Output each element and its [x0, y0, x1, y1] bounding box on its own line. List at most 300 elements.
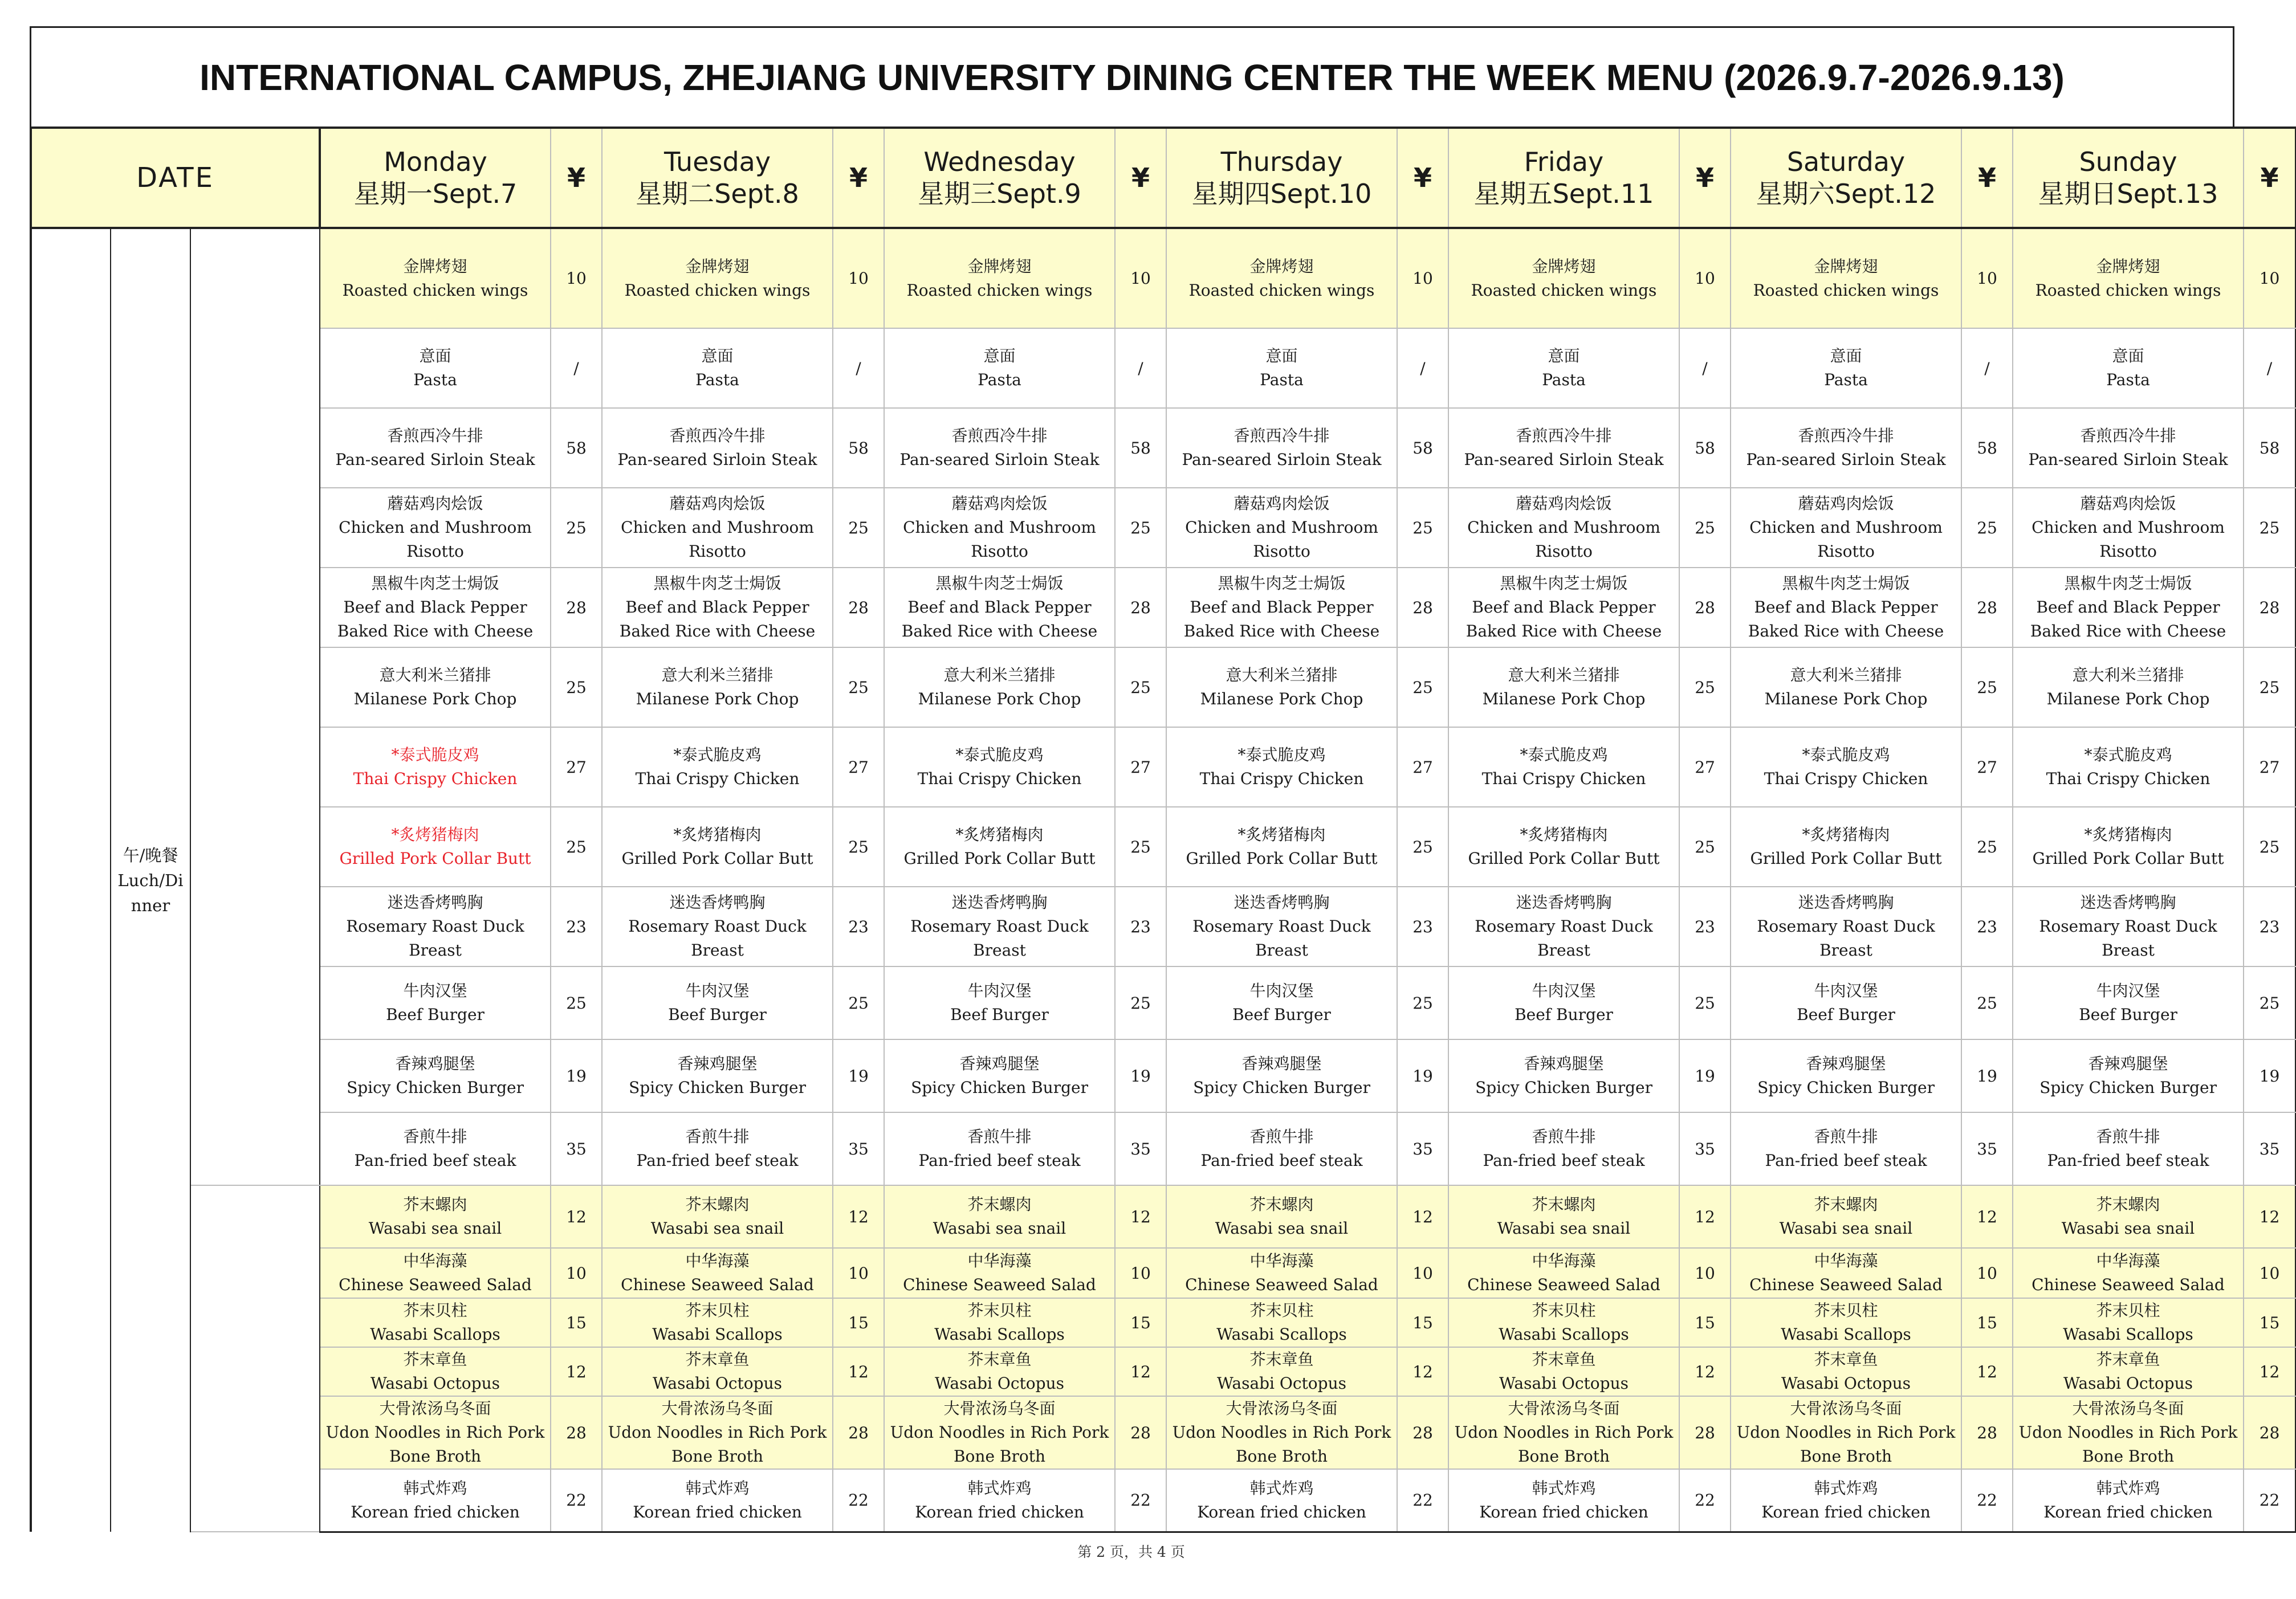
- dish-name-en: Wasabi sea snail: [1215, 1219, 1349, 1238]
- menu-row: [31, 328, 2295, 408]
- dish-price: 27: [1961, 727, 2013, 807]
- dish-name-en: Spicy Chicken Burger: [347, 1078, 524, 1097]
- dish-name-cn: 芥末贝柱: [1249, 1301, 1314, 1320]
- dish-name-cn: 芥末螺肉: [967, 1195, 1032, 1214]
- dish-price: 19: [1961, 1039, 2013, 1112]
- dish-name-en: Wasabi Octopus: [2063, 1374, 2193, 1393]
- dish-name-cn: 意大利米兰猪排: [1508, 666, 1620, 684]
- day-name: Saturday: [1786, 146, 1906, 177]
- dish-name-cn: 黑椒牛肉芝士焗饭: [2064, 574, 2192, 593]
- dish-cell: [2013, 488, 2244, 568]
- dish-cell: [602, 1112, 833, 1185]
- dish-cell: [884, 807, 1115, 887]
- dish-name-cn: *炙烤猪梅肉: [1802, 825, 1890, 844]
- dish-price: 22: [1397, 1469, 1448, 1532]
- dish-price: 12: [1115, 1185, 1166, 1248]
- dish-name-cn: 中华海藻: [1814, 1251, 1878, 1270]
- dish-name-cn: 蘑菇鸡肉烩饭: [951, 494, 1048, 513]
- menu-row: [31, 966, 2295, 1039]
- dish-price: 25: [1961, 807, 2013, 887]
- dish-price: 58: [1961, 408, 2013, 488]
- currency-header: ¥: [1961, 128, 2013, 228]
- dish-name-en: Pasta: [1260, 370, 1304, 389]
- dish-cell: [884, 647, 1115, 727]
- dish-name-cn: 香煎西冷牛排: [669, 426, 766, 445]
- menu-row: [31, 887, 2295, 966]
- dish-name-en: Pan-fried beef steak: [918, 1151, 1081, 1170]
- dish-name-cn: *炙烤猪梅肉: [955, 825, 1044, 844]
- dish-price: 23: [1115, 887, 1166, 966]
- dish-price: /: [1679, 328, 1731, 408]
- dish-name-cn: 韩式炸鸡: [2096, 1478, 2160, 1498]
- dish-cell: [602, 568, 833, 647]
- dish-name-cn: 蘑菇鸡肉烩饭: [387, 494, 483, 513]
- day-date: 星期六Sept.12: [1756, 178, 1936, 209]
- day-header-monday: [320, 128, 551, 228]
- dish-cell: [1731, 887, 1961, 966]
- dish-name-en: Udon Noodles in Rich Pork Bone Broth: [608, 1423, 827, 1466]
- dish-name-en: Beef and Black Pepper Baked Rice with Cheese: [619, 598, 816, 641]
- dish-name-cn: 迷迭香烤鸭胸: [1234, 893, 1330, 912]
- dish-price: 25: [2244, 807, 2295, 887]
- dish-name-en: Milanese Pork Chop: [636, 690, 799, 708]
- dish-price: 25: [1397, 647, 1448, 727]
- dish-price: 58: [551, 408, 602, 488]
- dish-price: 27: [551, 727, 602, 807]
- dish-name-cn: *炙烤猪梅肉: [673, 825, 762, 844]
- dish-cell: [320, 807, 551, 887]
- dish-price: 58: [1115, 408, 1166, 488]
- dish-name-cn: 金牌烤翅: [685, 256, 750, 276]
- day-header-wednesday: [884, 128, 1115, 228]
- dish-price: 23: [1397, 887, 1448, 966]
- dish-name-cn: 香辣鸡腿堡: [395, 1054, 475, 1073]
- dish-cell: [602, 887, 833, 966]
- dish-name-cn: 芥末螺肉: [403, 1195, 467, 1214]
- dish-name-cn: 中华海藻: [1249, 1251, 1314, 1270]
- dish-name-en: Wasabi Scallops: [2063, 1325, 2193, 1344]
- dish-name-cn: 韩式炸鸡: [1249, 1478, 1314, 1498]
- dish-name-en: Chinese Seaweed Salad: [903, 1275, 1096, 1294]
- dish-price: 58: [833, 408, 884, 488]
- dish-name-cn: 芥末螺肉: [2096, 1195, 2160, 1214]
- dish-name-cn: 黑椒牛肉芝士焗饭: [1500, 574, 1628, 593]
- dish-name-cn: 芥末贝柱: [967, 1301, 1032, 1320]
- dish-name-cn: 韩式炸鸡: [403, 1478, 467, 1498]
- day-name: Tuesday: [663, 146, 771, 177]
- dish-cell: [1166, 1248, 1397, 1298]
- dish-price: 15: [2244, 1298, 2295, 1347]
- dish-name-cn: *泰式脆皮鸡: [2084, 745, 2172, 764]
- dish-price: 25: [1961, 488, 2013, 568]
- dish-name-cn: *炙烤猪梅肉: [391, 825, 479, 844]
- dish-name-en: Korean fried chicken: [1197, 1502, 1366, 1522]
- dish-cell: [1731, 807, 1961, 887]
- dish-name-cn: 迷迭香烤鸭胸: [2080, 893, 2176, 912]
- dish-price: 35: [833, 1112, 884, 1185]
- dish-cell: [1448, 887, 1679, 966]
- dish-cell: [320, 647, 551, 727]
- dish-name-en: Spicy Chicken Burger: [911, 1078, 1088, 1097]
- dish-cell: [1448, 328, 1679, 408]
- dish-name-en: Beef Burger: [2079, 1005, 2177, 1024]
- dish-name-en: Pan-seared Sirloin Steak: [899, 450, 1100, 469]
- dish-price: 28: [1679, 1396, 1731, 1469]
- meal-label: [111, 228, 190, 1532]
- dish-cell: [884, 1185, 1115, 1248]
- dish-price: 12: [833, 1347, 884, 1396]
- dish-price: 19: [833, 1039, 884, 1112]
- dish-cell: [2013, 1112, 2244, 1185]
- dish-price: 15: [1961, 1298, 2013, 1347]
- currency-header: ¥: [2244, 128, 2295, 228]
- dish-name-en: Pan-seared Sirloin Steak: [1182, 450, 1382, 469]
- dish-price: 10: [551, 1248, 602, 1298]
- dish-name-en: Beef Burger: [1797, 1005, 1895, 1024]
- dish-name-cn: 中华海藻: [2096, 1251, 2160, 1270]
- dish-name-en: Beef Burger: [1515, 1005, 1613, 1024]
- dish-name-en: Chinese Seaweed Salad: [1467, 1275, 1660, 1294]
- dish-cell: [1166, 1112, 1397, 1185]
- dish-cell: [320, 408, 551, 488]
- dish-cell: [602, 1039, 833, 1112]
- dish-price: 35: [2244, 1112, 2295, 1185]
- dish-cell: [320, 228, 551, 328]
- menu-row: [31, 1298, 2295, 1347]
- dish-price: 25: [1679, 488, 1731, 568]
- dish-name-en: Rosemary Roast Duck Breast: [346, 917, 524, 960]
- dish-name-en: Milanese Pork Chop: [1200, 690, 1363, 708]
- dish-name-en: Spicy Chicken Burger: [1475, 1078, 1652, 1097]
- dish-name-cn: 大骨浓汤乌冬面: [943, 1399, 1056, 1418]
- dish-cell: [602, 727, 833, 807]
- dish-price: 15: [1397, 1298, 1448, 1347]
- dish-price: 28: [2244, 568, 2295, 647]
- dish-name-en: Grilled Pork Collar Butt: [1468, 849, 1660, 868]
- day-name: Friday: [1524, 146, 1604, 177]
- dish-name-cn: 芥末章鱼: [1249, 1350, 1314, 1369]
- dish-name-cn: *泰式脆皮鸡: [673, 745, 762, 764]
- dish-name-en: Rosemary Roast Duck Breast: [2039, 917, 2217, 960]
- dish-price: 25: [551, 807, 602, 887]
- dish-cell: [1448, 1298, 1679, 1347]
- dish-cell: [884, 488, 1115, 568]
- dish-cell: [2013, 647, 2244, 727]
- dish-name-cn: 迷迭香烤鸭胸: [387, 893, 483, 912]
- dish-cell: [602, 1298, 833, 1347]
- dish-name-cn: 意大利米兰猪排: [1790, 666, 1902, 684]
- dish-name-cn: 牛肉汉堡: [2096, 981, 2160, 1000]
- dish-name-cn: 香煎西冷牛排: [2080, 426, 2176, 445]
- dish-cell: [1166, 1347, 1397, 1396]
- dish-name-cn: 中华海藻: [967, 1251, 1032, 1270]
- dish-name-en: Pan-seared Sirloin Steak: [1464, 450, 1664, 469]
- dish-name-en: Udon Noodles in Rich Pork Bone Broth: [1172, 1423, 1391, 1466]
- dish-name-cn: *泰式脆皮鸡: [1520, 745, 1608, 764]
- dish-name-cn: 芥末贝柱: [2096, 1301, 2160, 1320]
- dish-cell: [2013, 1347, 2244, 1396]
- dish-name-cn: 芥末贝柱: [685, 1301, 750, 1320]
- dish-cell: [884, 328, 1115, 408]
- dish-price: 25: [1115, 647, 1166, 727]
- dish-name-en: Beef and Black Pepper Baked Rice with Cheese: [337, 598, 534, 641]
- dish-price: 25: [1679, 647, 1731, 727]
- dish-cell: [602, 328, 833, 408]
- dish-price: 25: [833, 488, 884, 568]
- menu-row: [31, 1469, 2295, 1532]
- dish-price: 12: [1961, 1185, 2013, 1248]
- dish-price: 12: [551, 1347, 602, 1396]
- dish-cell: [2013, 228, 2244, 328]
- dish-cell: [884, 727, 1115, 807]
- dish-name-en: Chinese Seaweed Salad: [1749, 1275, 1943, 1294]
- dish-name-cn: 香辣鸡腿堡: [2088, 1054, 2168, 1073]
- dish-cell: [1166, 328, 1397, 408]
- menu-row: [31, 488, 2295, 568]
- dish-name-en: Beef and Black Pepper Baked Rice with Cheese: [2030, 598, 2226, 641]
- dish-price: 28: [1961, 1396, 2013, 1469]
- dish-name-cn: *炙烤猪梅肉: [1520, 825, 1608, 844]
- dish-price: 22: [551, 1469, 602, 1532]
- dish-name-cn: 大骨浓汤乌冬面: [379, 1399, 491, 1418]
- dish-cell: [884, 1347, 1115, 1396]
- dish-name-en: Milanese Pork Chop: [2046, 690, 2210, 708]
- dish-price: 25: [2244, 966, 2295, 1039]
- dish-name-cn: 意大利米兰猪排: [2072, 666, 2184, 684]
- menu-row: [31, 647, 2295, 727]
- dish-name-en: Wasabi Scallops: [370, 1325, 500, 1344]
- dish-cell: [1448, 228, 1679, 328]
- dish-name-en: Pan-seared Sirloin Steak: [335, 450, 535, 469]
- dish-price: 12: [2244, 1185, 2295, 1248]
- dish-price: 25: [1961, 966, 2013, 1039]
- dish-cell: [320, 1039, 551, 1112]
- meal-label-en: Luch/Dinner: [117, 871, 184, 915]
- dish-cell: [2013, 408, 2244, 488]
- dish-name-en: Udon Noodles in Rich Pork Bone Broth: [1454, 1423, 1674, 1466]
- dish-name-en: Pan-fried beef steak: [636, 1151, 799, 1170]
- dish-name-cn: *泰式脆皮鸡: [391, 745, 479, 764]
- dish-price: 27: [1679, 727, 1731, 807]
- dish-cell: [884, 408, 1115, 488]
- dish-cell: [1448, 1396, 1679, 1469]
- dish-cell: [1448, 1185, 1679, 1248]
- currency-header: ¥: [1115, 128, 1166, 228]
- dish-price: /: [1115, 328, 1166, 408]
- dish-cell: [1731, 328, 1961, 408]
- dish-cell: [1448, 488, 1679, 568]
- dish-name-cn: 芥末螺肉: [685, 1195, 750, 1214]
- dish-price: 58: [1397, 408, 1448, 488]
- dish-name-cn: 意大利米兰猪排: [379, 666, 491, 684]
- dish-cell: [2013, 1469, 2244, 1532]
- currency-header: ¥: [833, 128, 884, 228]
- dish-name-en: Roasted chicken wings: [906, 280, 1093, 300]
- dish-price: 12: [833, 1185, 884, 1248]
- dish-cell: [1166, 408, 1397, 488]
- dish-cell: [884, 887, 1115, 966]
- dish-name-cn: 香煎牛排: [1532, 1127, 1596, 1146]
- dish-name-en: Beef Burger: [668, 1005, 767, 1024]
- day-header-friday: [1448, 128, 1679, 228]
- dish-name-cn: 金牌烤翅: [1814, 256, 1878, 276]
- dish-name-en: Grilled Pork Collar Butt: [1186, 849, 1378, 868]
- dish-price: 10: [833, 1248, 884, 1298]
- dish-name-en: Wasabi Octopus: [1781, 1374, 1911, 1393]
- dish-name-en: Wasabi Octopus: [1217, 1374, 1346, 1393]
- dish-name-en: Wasabi Octopus: [653, 1374, 782, 1393]
- dish-price: 58: [2244, 408, 2295, 488]
- dish-cell: [320, 1347, 551, 1396]
- dish-price: 10: [551, 228, 602, 328]
- dish-name-en: Wasabi Octopus: [371, 1374, 500, 1393]
- dish-cell: [1731, 228, 1961, 328]
- dish-price: 25: [1115, 807, 1166, 887]
- menu-table: [30, 127, 2296, 1533]
- dish-cell: [884, 228, 1115, 328]
- dish-name-cn: 香辣鸡腿堡: [959, 1054, 1040, 1073]
- dish-cell: [1166, 1298, 1397, 1347]
- dish-name-cn: *泰式脆皮鸡: [955, 745, 1044, 764]
- dish-name-cn: 韩式炸鸡: [1814, 1478, 1878, 1498]
- dish-name-cn: 意面: [419, 346, 451, 365]
- dish-cell: [1731, 568, 1961, 647]
- dish-name-en: Milanese Pork Chop: [353, 690, 517, 708]
- dish-price: 25: [833, 647, 884, 727]
- dish-name-cn: 黑椒牛肉芝士焗饭: [371, 574, 499, 593]
- dish-cell: [1731, 966, 1961, 1039]
- dish-cell: [1448, 966, 1679, 1039]
- dish-cell: [2013, 1396, 2244, 1469]
- dish-cell: [1166, 1039, 1397, 1112]
- dish-price: 35: [1115, 1112, 1166, 1185]
- day-header-thursday: [1166, 128, 1397, 228]
- dish-cell: [602, 1185, 833, 1248]
- dish-price: 22: [2244, 1469, 2295, 1532]
- dish-cell: [320, 328, 551, 408]
- dish-price: 25: [1397, 966, 1448, 1039]
- dish-name-cn: 香煎牛排: [1814, 1127, 1878, 1146]
- dish-name-cn: 蘑菇鸡肉烩饭: [1798, 494, 1894, 513]
- dish-price: 23: [833, 887, 884, 966]
- dish-name-en: Beef and Black Pepper Baked Rice with Cheese: [1748, 598, 1944, 641]
- dish-price: 23: [2244, 887, 2295, 966]
- dish-price: /: [1397, 328, 1448, 408]
- dish-name-cn: 香煎西冷牛排: [1516, 426, 1612, 445]
- dish-price: 22: [1115, 1469, 1166, 1532]
- dish-name-cn: 迷迭香烤鸭胸: [669, 893, 766, 912]
- dish-price: 25: [551, 647, 602, 727]
- day-name: Wednesday: [923, 146, 1076, 177]
- dish-cell: [1448, 1469, 1679, 1532]
- dish-cell: [1166, 1469, 1397, 1532]
- dish-cell: [884, 1112, 1115, 1185]
- dish-cell: [884, 1469, 1115, 1532]
- dish-name-cn: 迷迭香烤鸭胸: [1798, 893, 1894, 912]
- dish-price: 12: [1397, 1185, 1448, 1248]
- dish-price: 25: [551, 966, 602, 1039]
- dish-name-cn: 香煎牛排: [403, 1127, 467, 1146]
- day-date: 星期三Sept.9: [918, 178, 1081, 209]
- dish-name-en: Spicy Chicken Burger: [629, 1078, 806, 1097]
- dish-name-cn: 迷迭香烤鸭胸: [951, 893, 1048, 912]
- dish-name-cn: 黑椒牛肉芝士焗饭: [653, 574, 781, 593]
- dish-name-cn: 香煎西冷牛排: [387, 426, 483, 445]
- dish-name-en: Pan-seared Sirloin Steak: [1746, 450, 1946, 469]
- dish-price: /: [551, 328, 602, 408]
- dish-name-en: Roasted chicken wings: [1471, 280, 1657, 300]
- dish-price: 27: [2244, 727, 2295, 807]
- menu-row: [31, 1396, 2295, 1469]
- dish-price: /: [1961, 328, 2013, 408]
- dish-name-en: Roasted chicken wings: [624, 280, 811, 300]
- dish-cell: [1448, 1248, 1679, 1298]
- dish-price: 23: [551, 887, 602, 966]
- dish-name-en: Beef Burger: [386, 1005, 485, 1024]
- dish-name-cn: 香煎牛排: [2096, 1127, 2160, 1146]
- dish-name-cn: 芥末螺肉: [1249, 1195, 1314, 1214]
- dish-name-en: Wasabi sea snail: [650, 1219, 784, 1238]
- dish-name-cn: 金牌烤翅: [2096, 256, 2160, 276]
- dish-price: 28: [1115, 1396, 1166, 1469]
- dish-cell: [1731, 408, 1961, 488]
- dish-name-cn: 韩式炸鸡: [967, 1478, 1032, 1498]
- dish-cell: [1731, 647, 1961, 727]
- title-box: [30, 26, 2234, 127]
- day-date: 星期二Sept.8: [636, 178, 799, 209]
- dish-name-en: Korean fried chicken: [2043, 1502, 2213, 1522]
- menu-row: [31, 408, 2295, 488]
- dish-name-en: Chicken and Mushroom Risotto: [1467, 518, 1660, 561]
- dish-price: 25: [2244, 647, 2295, 727]
- dish-name-cn: 中华海藻: [685, 1251, 750, 1270]
- dish-name-en: Wasabi Scallops: [934, 1325, 1065, 1344]
- dish-cell: [602, 966, 833, 1039]
- dish-name-en: Grilled Pork Collar Butt: [2032, 849, 2224, 868]
- dish-cell: [2013, 1298, 2244, 1347]
- dish-name-en: Korean fried chicken: [915, 1502, 1084, 1522]
- dish-price: 28: [1397, 1396, 1448, 1469]
- dish-cell: [1448, 727, 1679, 807]
- dish-name-en: Chinese Seaweed Salad: [2032, 1275, 2225, 1294]
- dish-name-en: Rosemary Roast Duck Breast: [628, 917, 807, 960]
- dish-cell: [2013, 1039, 2244, 1112]
- dish-cell: [2013, 887, 2244, 966]
- day-date: 星期一Sept.7: [353, 178, 518, 209]
- dish-price: 27: [1397, 727, 1448, 807]
- dish-price: 27: [833, 727, 884, 807]
- dish-name-en: Pan-fried beef steak: [2047, 1151, 2209, 1170]
- dish-price: 28: [833, 568, 884, 647]
- dish-name-en: Thai Crispy Chicken: [2046, 769, 2210, 788]
- dish-price: 25: [1397, 807, 1448, 887]
- dish-price: 25: [833, 807, 884, 887]
- dish-cell: [884, 1039, 1115, 1112]
- dish-cell: [1166, 966, 1397, 1039]
- dish-price: 19: [2244, 1039, 2295, 1112]
- menu-row: [31, 1112, 2295, 1185]
- dish-name-cn: 芥末章鱼: [967, 1350, 1032, 1369]
- dish-cell: [602, 1396, 833, 1469]
- dish-price: 10: [1397, 1248, 1448, 1298]
- dish-name-cn: 大骨浓汤乌冬面: [2072, 1399, 2184, 1418]
- group-side-dishes: [190, 1185, 320, 1532]
- dish-price: 22: [1961, 1469, 2013, 1532]
- dish-name-cn: 黑椒牛肉芝士焗饭: [1218, 574, 1346, 593]
- dish-price: 10: [1961, 228, 2013, 328]
- dish-cell: [1731, 1469, 1961, 1532]
- dish-name-en: Spicy Chicken Burger: [1193, 1078, 1370, 1097]
